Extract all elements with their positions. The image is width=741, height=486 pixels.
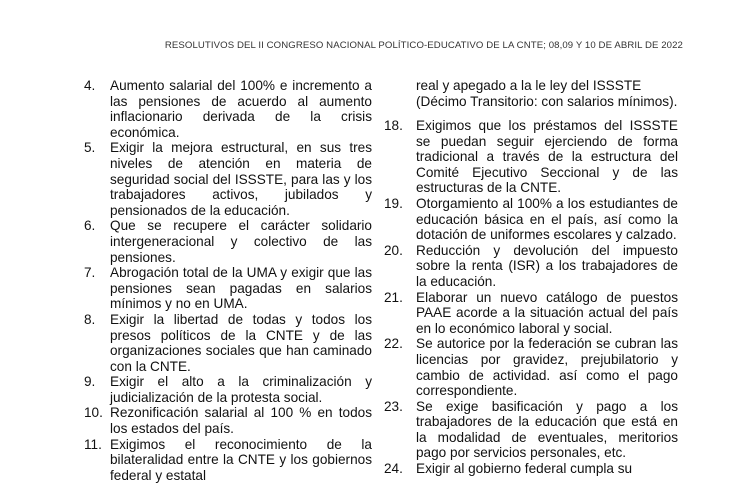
list-item	[84, 265, 372, 312]
right-column	[384, 118, 678, 477]
list-item	[384, 336, 678, 398]
list-item	[84, 405, 372, 436]
item-text: Abrogación total de la UMA y exigir que las pensiones sean pagadas en salarios mínimos y no en UMA.	[110, 265, 372, 312]
item-number: 4.	[84, 78, 96, 93]
item-number: 24.	[384, 461, 403, 477]
continuation-text: real y apegado a la le ley del ISSSTE (Décimo Transitorio: con salarios mínimos).	[416, 78, 678, 109]
item-number: 11.	[84, 436, 102, 452]
item-number: 21.	[384, 289, 403, 305]
item-text: Se autorice por la federación se cubran las licencias por gravidez, prejubilatorio y cambio de actividad. así como el pago correspondiente.	[416, 336, 678, 399]
item-number: 19.	[384, 195, 403, 211]
item-number: 23.	[384, 398, 403, 414]
item-text: Exigimos el reconocimiento de la bilateralidad entre la CNTE y los gobiernos federal y estatal	[110, 436, 372, 483]
list-item	[84, 78, 372, 140]
item-text: Exigir la mejora estructural, en sus tres niveles de atención en materia de seguridad social del ISSSTE, para las y los trabajadores activos, jubilados y pensionados de la educación.	[110, 140, 372, 218]
list-item	[384, 461, 678, 477]
list-item	[384, 290, 678, 337]
list-item	[84, 437, 372, 484]
item-text: Otorgamiento al 100% a los estudiantes de educación básica en el país, así como la dotación de uniformes escolares y calzado.	[416, 195, 678, 243]
item-number: 5.	[84, 140, 96, 156]
list-item	[84, 312, 372, 374]
list-item	[384, 243, 678, 290]
item-text: Elaborar un nuevo catálogo de puestos PAAE acorde a la situación actual del país en lo económico laboral y social.	[416, 289, 678, 336]
item-number: 7.	[84, 265, 96, 281]
item-number: 22.	[384, 336, 403, 352]
list-item	[84, 374, 372, 405]
item-text: Reducción y devolución del impuesto sobre la renta (ISR) a los trabajadores de la educación.	[416, 242, 678, 289]
item-text: Exigir el alto a la criminalización y judicialización de la protesta social.	[110, 374, 372, 405]
item-number: 9.	[84, 374, 96, 390]
item-text: Exigir la libertad de todas y todos los presos políticos de la CNTE y de las organizaciones sociales que han caminado con la CNTE.	[110, 311, 372, 374]
item-number: 6.	[84, 218, 96, 234]
list-item	[384, 118, 678, 196]
item-text: Que se recupere el carácter solidario intergeneracional y colectivo de las pensiones.	[110, 218, 372, 265]
item-number: 18.	[384, 118, 403, 133]
item-number: 8.	[84, 311, 96, 327]
item-text: Exigir al gobierno federal cumpla su	[416, 461, 633, 477]
item-text: Rezonificación salarial al 100 % en todos los estados del país.	[110, 405, 372, 437]
list-item	[84, 140, 372, 218]
item-text: Se exige basificación y pago a los trabajadores de la educación que está en la modalidad de eventuales, meritorios pago por servicios personales, etc.	[416, 398, 678, 461]
left-column	[84, 78, 372, 483]
list-item	[384, 399, 678, 461]
list-item	[84, 218, 372, 265]
list-item	[384, 196, 678, 243]
document-header: RESOLUTIVOS DEL II CONGRESO NACIONAL POLÍTICO-EDUCATIVO DE LA CNTE; 08,09 Y 10 DE ABRIL DE 2022	[164, 40, 683, 51]
item-number: 10.	[84, 405, 103, 421]
item-text: Exigimos que los préstamos del ISSSTE se puedan seguir ejerciendo de forma tradicional a través de la estructura del Comité Ejecutivo Seccional y de las estructuras de la CNTE.	[416, 118, 678, 196]
item-number: 20.	[384, 242, 403, 258]
item-text: Aumento salarial del 100% e incremento a las pensiones de acuerdo al aumento inflacionario derivada de la crisis económica.	[110, 78, 372, 140]
